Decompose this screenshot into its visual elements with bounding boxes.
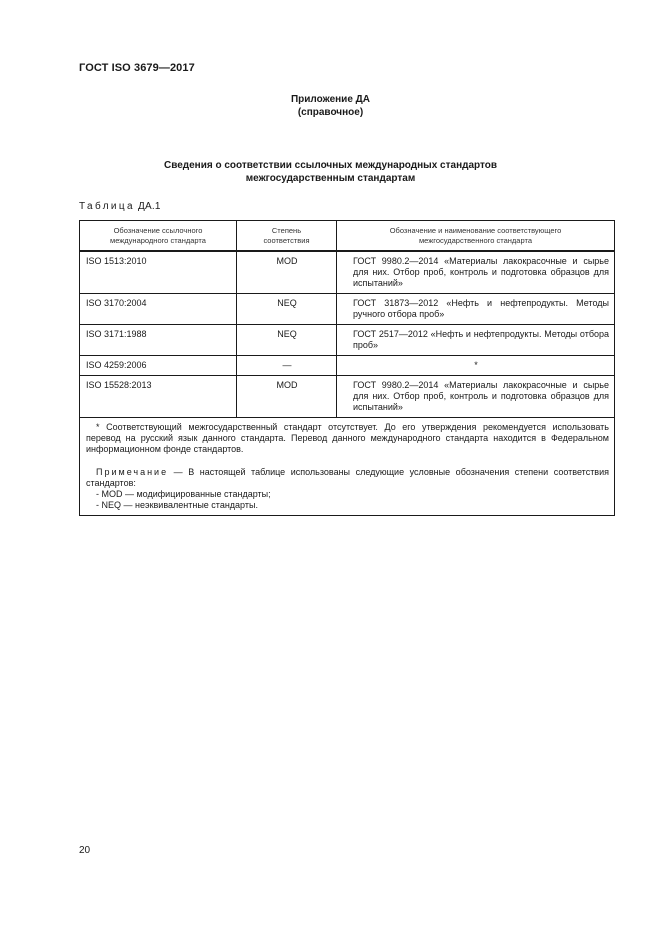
table-label — [79, 201, 161, 212]
annex-title: Приложение ДА — [290, 94, 371, 105]
note — [86, 467, 609, 489]
cell-degree: NEQ — [237, 294, 337, 325]
header-degree — [237, 221, 337, 252]
cell-degree: MOD — [237, 376, 337, 418]
header-line: межгосударственного стандарта — [419, 236, 532, 245]
annex-type: (справочное) — [297, 107, 364, 118]
table-row — [80, 294, 615, 325]
cell-standard-text: ГОСТ 2517—2012 «Нефть и нефтепродукты. Методы отбора проб» — [353, 329, 609, 350]
cell-reference: ISO 3170:2004 — [80, 294, 237, 325]
cell-reference: ISO 15528:2013 — [80, 376, 237, 418]
note-text: — В настоящей таблице использованы следующие условные обозначения степени соответствия стандартов: — [86, 467, 609, 488]
header-line: Степень — [271, 226, 302, 235]
header-line: соответствия — [263, 236, 310, 245]
table-row — [80, 325, 615, 356]
note-item: - NEQ — неэквивалентные стандарты. — [96, 500, 258, 510]
cell-reference: ISO 1513:2010 — [80, 251, 237, 294]
section-title-line-1: Сведения о соответствии ссылочных международных стандартов — [163, 160, 498, 171]
header-line: международного стандарта — [110, 236, 206, 245]
table-label-prefix: Таблица — [79, 201, 136, 212]
table-label-id: ДА.1 — [138, 201, 161, 212]
correspondence-table — [79, 220, 615, 516]
page-number: 20 — [79, 845, 91, 856]
cell-reference: ISO 3171:1988 — [80, 325, 237, 356]
table-footnotes — [80, 418, 615, 516]
cell-standard-text: ГОСТ 9980.2—2014 «Материалы лакокрасочные и сырье для них. Отбор проб, контроль и подготовка образцов для испытаний» — [353, 256, 609, 288]
document-code: ГОСТ ISO 3679—2017 — [79, 62, 195, 74]
cell-degree: MOD — [237, 251, 337, 294]
table-row — [80, 251, 615, 294]
cell-reference: ISO 4259:2006 — [80, 356, 237, 376]
cell-degree: — — [237, 356, 337, 376]
header-interstate-standard — [337, 221, 615, 252]
cell-degree: NEQ — [237, 325, 337, 356]
header-reference-standard — [80, 221, 237, 252]
cell-standard — [337, 376, 615, 418]
cell-standard-text: ГОСТ 9980.2—2014 «Материалы лакокрасочные и сырье для них. Отбор проб, контроль и подготовка образцов для испытаний» — [353, 380, 609, 412]
header-line: Обозначение ссылочного — [113, 226, 203, 235]
note-label: Примечание — [96, 467, 169, 477]
footnote: * Соответствующий межгосударственный стандарт отсутствует. До его утверждения рекомендуется использовать перевод на русский язык данного стандарта. Перевод данного международного стандарта находится в Федеральном информационном фонде стандартов. — [86, 422, 609, 454]
cell-standard: * — [337, 356, 615, 376]
note-item: - MOD — модифицированные стандарты; — [96, 489, 271, 499]
table-footer-row — [80, 418, 615, 516]
cell-standard-text: ГОСТ 31873—2012 «Нефть и нефтепродукты. Методы ручного отбора проб» — [353, 298, 609, 319]
cell-standard — [337, 325, 615, 356]
section-title — [0, 159, 661, 185]
cell-standard — [337, 251, 615, 294]
header-line: Обозначение и наименование соответствующего — [389, 226, 562, 235]
table-header-row — [80, 221, 615, 252]
section-title-line-2: межгосударственным стандартам — [245, 173, 416, 184]
table-row — [80, 376, 615, 418]
cell-standard — [337, 294, 615, 325]
table-row — [80, 356, 615, 376]
annex-heading — [0, 93, 661, 119]
